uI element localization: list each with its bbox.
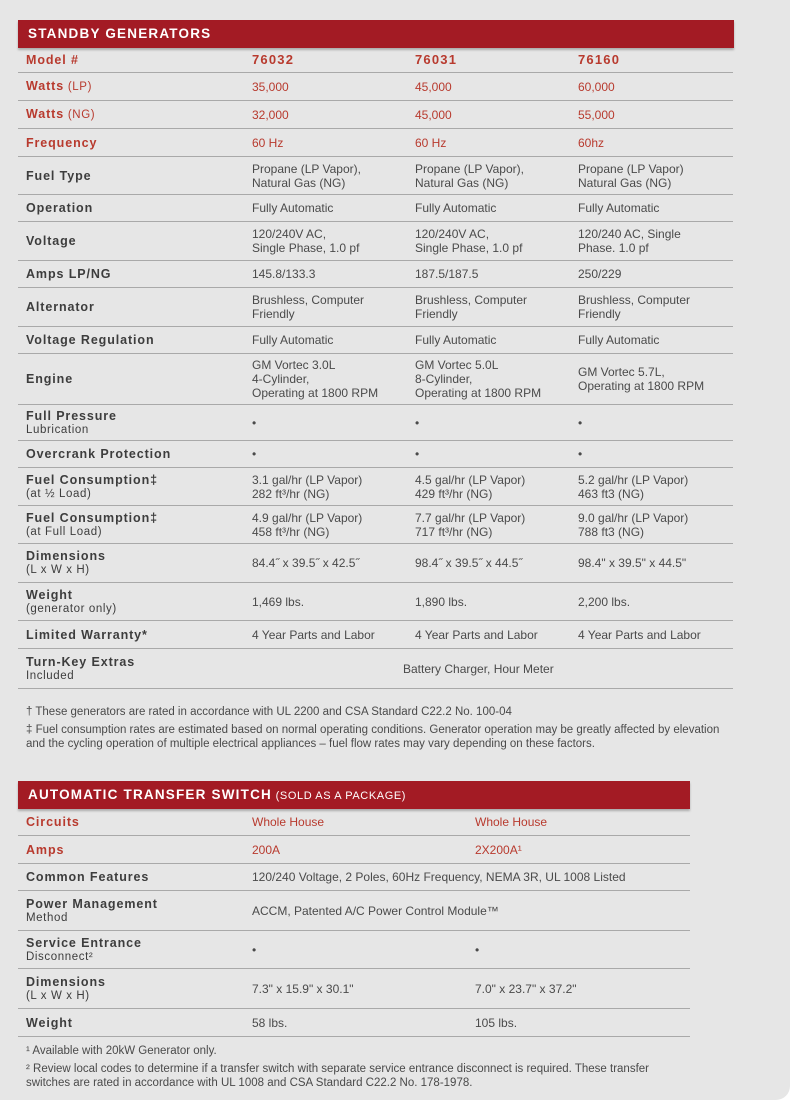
row-label-text (26, 333, 154, 347)
row-label-text (26, 815, 80, 829)
row-value-text (578, 227, 681, 255)
row-label-text (26, 169, 92, 183)
row-label (26, 468, 158, 505)
row-value-text: • (252, 447, 257, 461)
row-value-text (578, 162, 684, 190)
row-value-line: GM Vortec 5.0L (415, 358, 499, 372)
row-value-text: 1,890 lbs. (415, 594, 468, 609)
table-row (18, 583, 733, 621)
row-value-text: 98.4˝ x 39.5˝ x 44.5˝ (415, 556, 523, 570)
row-value-text: 7.3" x 15.9" x 30.1" (252, 981, 354, 996)
row-value-line: Brushless, Computer (415, 293, 528, 307)
row-label (26, 1009, 73, 1036)
row-value-text: 1,469 lbs. (252, 594, 305, 609)
row-value-text: Fully Automatic (578, 201, 660, 215)
row-value (578, 48, 620, 72)
row-value-line: 9.0 gal/hr (LP Vapor) (578, 510, 689, 525)
row-value (578, 101, 615, 128)
row-value-line: 3.1 gal/hr (LP Vapor) (252, 472, 363, 487)
row-value (252, 544, 359, 582)
row-value-text: 2X200A¹ (475, 842, 522, 857)
row-label-text (26, 1016, 73, 1030)
table-row (18, 836, 690, 864)
row-value-text (415, 358, 541, 400)
table-row (18, 969, 690, 1009)
row-label-line: (at Full Load) (26, 525, 103, 538)
table-row (18, 649, 733, 689)
row-label-text (26, 655, 135, 683)
row-label-line: Weight (26, 1015, 73, 1030)
table-row (18, 931, 690, 969)
row-value-line: GM Vortec 3.0L (252, 358, 336, 372)
row-label-text (26, 628, 148, 642)
row-label-line: Common Features (26, 870, 150, 884)
row-value-line: 458 ft³/hr (NG) (252, 524, 330, 539)
ats-header-bar (18, 781, 690, 809)
row-value-text: Fully Automatic (578, 333, 660, 347)
row-label-text (26, 136, 97, 150)
row-value (252, 222, 359, 260)
row-value-text (578, 473, 688, 501)
row-value-text (252, 473, 362, 501)
row-value-line: 4.9 gal/hr (LP Vapor) (252, 510, 363, 525)
row-value (415, 583, 467, 620)
table-row (18, 468, 733, 506)
footnote: ‡ Fuel consumption rates are estimated based on normal operating conditions. Generator operation may be greatly affected by elevation and the cycling operation of multiple electrical appliances – fuel flow rates may vary depending on these factors. (26, 724, 720, 750)
row-label-text (26, 300, 95, 314)
row-value-line: 4.5 gal/hr (LP Vapor) (415, 472, 526, 487)
row-value-text: 2,200 lbs. (578, 594, 631, 609)
row-label (26, 931, 142, 968)
row-value-line: Natural Gas (NG) (252, 175, 346, 190)
row-label-line: Watts (26, 79, 65, 93)
row-value (252, 583, 304, 620)
row-label-text (26, 267, 111, 281)
row-label-text (26, 936, 142, 964)
table-row (18, 129, 733, 157)
row-value-text: 105 lbs. (475, 1015, 518, 1030)
row-value-line: Propane (LP Vapor), (252, 161, 361, 176)
row-label-line: Frequency (26, 135, 98, 150)
row-label-line: Dimensions (26, 974, 106, 989)
row-value (578, 354, 704, 404)
row-label-text (26, 511, 158, 539)
row-value-line: 120/240V AC, (415, 227, 490, 241)
row-value-text: 58 lbs. (252, 1015, 288, 1030)
row-value-line: 463 ft3 (NG) (578, 486, 645, 501)
table-row (18, 288, 733, 327)
row-value-text (415, 511, 525, 539)
row-value-text (415, 162, 524, 190)
row-value-text: 60 Hz (415, 135, 447, 150)
row-value-full: Battery Charger, Hour Meter (403, 661, 554, 676)
row-value-text: Whole House (252, 815, 325, 829)
row-label (26, 441, 171, 467)
row-value (578, 222, 681, 260)
row-value (475, 809, 547, 835)
footnote: ² Review local codes to determine if a transfer switch with separate service entrance disconnect is required. These transfer switches are rated in accordance with UL 1008 and CSA Standard C22.2 No. 178-1978. (26, 1063, 649, 1089)
row-value-text (578, 365, 704, 393)
row-label (26, 583, 117, 620)
row-value (578, 288, 690, 326)
row-value (415, 405, 419, 440)
row-value-text (252, 162, 361, 190)
row-label-text (26, 897, 158, 925)
row-label-line: Included (26, 669, 75, 682)
standby-title: STANDBY GENERATORS (28, 26, 212, 41)
row-label-text (26, 107, 95, 122)
row-value-text: 55,000 (578, 107, 615, 122)
table-row (18, 809, 690, 836)
table-row (18, 222, 733, 261)
row-label-line: Watts (26, 107, 65, 121)
row-label-note: (NG) (64, 109, 96, 121)
row-value-text: 4 Year Parts and Labor (578, 627, 701, 642)
row-value-text: 187.5/187.5 (415, 267, 479, 281)
row-label-line: Alternator (26, 300, 95, 314)
row-value (252, 261, 315, 287)
row-value (415, 101, 452, 128)
table-row (18, 1009, 690, 1037)
table-row (18, 441, 733, 468)
row-value (415, 441, 419, 467)
row-value-text (252, 358, 378, 400)
row-value-text: • (415, 447, 420, 461)
row-label-line: Fuel Consumption‡ (26, 472, 158, 487)
row-value-text: 250/229 (578, 267, 622, 281)
row-label (26, 157, 92, 194)
row-value-line: 788 ft3 (NG) (578, 524, 645, 539)
row-value (578, 583, 630, 620)
row-label-line: Fuel Type (26, 168, 92, 183)
row-value-text: 45,000 (415, 107, 452, 122)
row-value-line: 717 ft³/hr (NG) (415, 524, 493, 539)
row-value-text: 84.4˝ x 39.5˝ x 42.5˝ (252, 556, 360, 570)
row-label (26, 288, 95, 326)
row-value-text: 76031 (415, 52, 458, 67)
row-label (26, 48, 79, 72)
row-label-line: Full Pressure (26, 408, 117, 423)
row-value (415, 327, 496, 353)
row-value-line: 429 ft³/hr (NG) (415, 486, 493, 501)
row-value-text (252, 227, 359, 255)
row-value-text: • (415, 415, 420, 430)
row-value (415, 468, 525, 505)
row-label-line: (generator only) (26, 602, 117, 615)
row-label (26, 836, 64, 863)
footnote: ¹ Available with 20kW Generator only. (26, 1045, 217, 1057)
row-value-text: 76160 (578, 52, 621, 67)
row-value (415, 157, 524, 194)
ats-title-note: (SOLD AS A PACKAGE) (271, 790, 407, 802)
row-value (252, 48, 294, 72)
row-label (26, 809, 80, 835)
row-value-line: 120/240 AC, Single (578, 227, 681, 241)
row-value (578, 621, 701, 648)
row-value (415, 48, 457, 72)
row-label-text (26, 843, 64, 857)
row-value-text: 200A (252, 842, 281, 857)
table-row (18, 101, 733, 129)
row-value-text: • (578, 415, 583, 430)
row-value (415, 544, 522, 582)
row-label-text (26, 79, 92, 94)
table-row (18, 621, 733, 649)
row-value-line: GM Vortec 5.7L, (578, 365, 665, 379)
row-value-text: 145.8/133.3 (252, 267, 316, 281)
row-value (252, 195, 333, 221)
table-row (18, 891, 690, 931)
row-label-line: Limited Warranty* (26, 627, 148, 642)
row-value (252, 441, 256, 467)
row-value-line: Friendly (415, 307, 458, 321)
row-value-line: Operating at 1800 RPM (415, 386, 542, 400)
table-row (18, 327, 733, 354)
row-value (578, 261, 621, 287)
table-row (18, 48, 733, 73)
row-value (578, 405, 582, 440)
row-value-text: 60hz (578, 135, 605, 150)
row-label (26, 864, 149, 890)
row-value (475, 836, 522, 863)
row-value-text (578, 511, 688, 539)
row-label-line: Voltage Regulation (26, 333, 155, 347)
row-value (415, 261, 478, 287)
row-label-text (26, 870, 149, 884)
row-value (475, 931, 479, 968)
row-label-line: Lubrication (26, 423, 89, 436)
row-value-text: 4 Year Parts and Labor (252, 627, 375, 642)
row-value-text: 60 Hz (252, 135, 284, 150)
row-value-text: Fully Automatic (415, 333, 497, 347)
row-value (252, 506, 362, 543)
table-row (18, 544, 733, 583)
row-value-line: Brushless, Computer (578, 293, 691, 307)
row-label-line: Amps (26, 842, 65, 857)
row-value-line: Brushless, Computer (252, 293, 365, 307)
row-value-text: • (578, 447, 583, 461)
row-value-text: Fully Automatic (252, 201, 334, 215)
row-value-line: 4-Cylinder, (252, 372, 310, 386)
row-value (252, 809, 324, 835)
row-value (252, 931, 256, 968)
table-row (18, 195, 733, 222)
row-value-line: Operating at 1800 RPM (578, 379, 705, 393)
row-label-line: Voltage (26, 234, 77, 248)
row-value (415, 195, 496, 221)
row-value (252, 1009, 287, 1036)
row-value (415, 506, 525, 543)
standby-footnotes (26, 705, 726, 755)
row-label-line: (at ½ Load) (26, 487, 92, 500)
row-value-line: Propane (LP Vapor) (578, 161, 684, 176)
row-value-line: 5.2 gal/hr (LP Vapor) (578, 472, 689, 487)
row-label-text (26, 234, 77, 248)
row-value (578, 195, 659, 221)
row-value-text (252, 293, 364, 321)
ats-footnotes (26, 1044, 686, 1094)
row-label-note: (LP) (64, 81, 92, 93)
row-value-line: Single Phase, 1.0 pf (415, 241, 523, 255)
row-value-full: ACCM, Patented A/C Power Control Module™ (252, 903, 499, 918)
row-label-text (26, 409, 117, 437)
row-value (475, 969, 577, 1008)
row-value-line: 282 ft³/hr (NG) (252, 486, 330, 501)
row-label-line: Model # (26, 53, 79, 67)
row-label (26, 405, 117, 440)
row-value-text: • (252, 942, 257, 957)
row-label (26, 544, 106, 582)
table-row (18, 864, 690, 891)
row-value (578, 441, 582, 467)
row-value (415, 129, 446, 156)
row-value-line: Single Phase, 1.0 pf (252, 241, 360, 255)
row-value-line: Friendly (252, 307, 295, 321)
row-value-text (415, 293, 527, 321)
row-label-line: Amps LP/NG (26, 267, 112, 281)
row-value (252, 969, 354, 1008)
table-row (18, 506, 733, 544)
row-value (252, 354, 378, 404)
row-label (26, 129, 97, 156)
standby-header-bar (18, 20, 734, 48)
row-value (578, 327, 659, 353)
table-row (18, 405, 733, 441)
row-value-text: 60,000 (578, 79, 615, 94)
row-label-line: (L x W x H) (26, 989, 90, 1002)
row-value (252, 129, 283, 156)
row-value (252, 468, 362, 505)
row-label-text (26, 473, 158, 501)
row-value-text: Fully Automatic (415, 201, 497, 215)
row-value (415, 354, 541, 404)
row-value (252, 405, 256, 440)
row-value (415, 621, 538, 648)
table-row (18, 354, 733, 405)
row-value (415, 288, 527, 326)
row-value (475, 1009, 517, 1036)
row-value (252, 288, 364, 326)
row-label-text (26, 975, 106, 1003)
row-label-text (26, 588, 117, 616)
ats-title: AUTOMATIC TRANSFER SWITCH (28, 787, 272, 802)
row-value-line: Natural Gas (NG) (578, 175, 672, 190)
row-value-text (578, 293, 690, 321)
row-label-line: (L x W x H) (26, 564, 90, 576)
row-value-text: 4 Year Parts and Labor (415, 627, 538, 642)
row-value-line: Propane (LP Vapor), (415, 161, 524, 176)
row-value (252, 327, 333, 353)
table-row (18, 261, 733, 288)
row-value-line: Phase. 1.0 pf (578, 241, 649, 255)
row-value-line: 7.7 gal/hr (LP Vapor) (415, 510, 526, 525)
row-label (26, 506, 158, 543)
table-row (18, 157, 733, 195)
row-value-line: Friendly (578, 307, 621, 321)
row-label-line: Service Entrance (26, 935, 142, 950)
row-value-full: 120/240 Voltage, 2 Poles, 60Hz Frequency, NEMA 3R, UL 1008 Listed (252, 870, 626, 884)
row-value-text: Fully Automatic (252, 333, 334, 347)
row-value (578, 157, 684, 194)
row-value-text (252, 511, 362, 539)
row-label (26, 354, 73, 404)
row-label-line: Method (26, 911, 68, 924)
row-label-line: Circuits (26, 815, 80, 829)
footnote: † These generators are rated in accordance with UL 2200 and CSA Standard C22.2 No. 100-04 (26, 706, 512, 718)
row-label-line: Operation (26, 201, 94, 215)
row-value (252, 621, 375, 648)
row-value-line: 8-Cylinder, (415, 372, 473, 386)
row-value-text: 76032 (252, 52, 295, 67)
row-label (26, 195, 93, 221)
row-value (252, 73, 289, 100)
row-value-text (415, 473, 525, 501)
row-value-text: • (252, 415, 257, 430)
row-value-text: 98.4" x 39.5" x 44.5" (578, 556, 687, 570)
row-value (252, 101, 289, 128)
row-value (578, 468, 688, 505)
row-value-text: • (475, 942, 480, 957)
row-label-line: Fuel Consumption‡ (26, 510, 158, 525)
row-value (252, 836, 280, 863)
row-label (26, 261, 111, 287)
row-label-text (26, 201, 93, 215)
row-value-text: 45,000 (415, 79, 452, 94)
row-value-text: 7.0" x 23.7" x 37.2" (475, 981, 577, 996)
row-label (26, 327, 154, 353)
row-label-line: Power Management (26, 896, 158, 911)
row-value-line: Natural Gas (NG) (415, 175, 509, 190)
row-label-text (26, 549, 106, 577)
row-label-line: Dimensions (26, 549, 106, 563)
row-label (26, 621, 148, 648)
row-label (26, 222, 77, 260)
row-value-text: 35,000 (252, 79, 289, 94)
row-label (26, 73, 92, 100)
row-label-line: Disconnect² (26, 950, 94, 963)
row-label-line: Engine (26, 372, 74, 386)
row-value (578, 73, 615, 100)
row-label-line: Turn-Key Extras (26, 654, 136, 669)
row-label-text (26, 372, 73, 386)
row-label (26, 101, 95, 128)
row-value-line: Operating at 1800 RPM (252, 386, 379, 400)
row-label (26, 891, 158, 930)
row-value (415, 73, 452, 100)
row-label-text (26, 53, 79, 67)
row-value (578, 506, 688, 543)
row-label-text (26, 447, 171, 461)
row-value (578, 544, 686, 582)
row-label-line: Weight (26, 587, 73, 602)
row-value-text: Whole House (475, 815, 548, 829)
row-label (26, 969, 106, 1008)
row-value (415, 222, 522, 260)
row-value-text (415, 227, 522, 255)
row-label-line: Overcrank Protection (26, 447, 172, 461)
row-value (252, 157, 361, 194)
row-value-line: 120/240V AC, (252, 227, 327, 241)
table-row (18, 73, 733, 101)
row-value (578, 129, 604, 156)
row-value-text: 32,000 (252, 107, 289, 122)
row-label (26, 649, 135, 688)
